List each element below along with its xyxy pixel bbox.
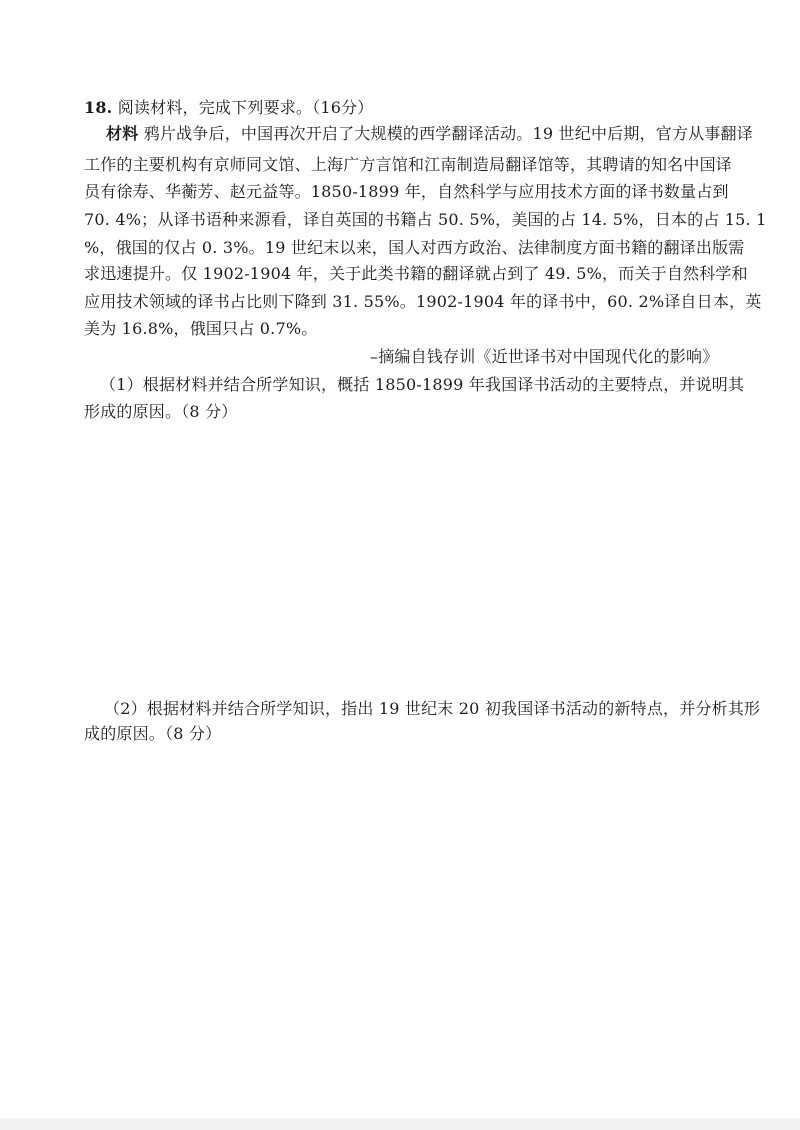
- material-line-6: 求迅速提升。仅 1902-1904 年，关于此类书籍的翻译就占到了 49. 5%，而关于自然科学和: [84, 264, 748, 283]
- part-1-line-2: 形成的原因。（8 分）: [84, 402, 238, 421]
- material-line-8: 美为 16.8%，俄国只占 0.7%。: [84, 319, 318, 338]
- part-2-line-2: 成的原因。（8 分）: [84, 724, 222, 743]
- material-line-4: 70. 4%；从译书语种来源看，译自英国的书籍占 50. 5%，美国的占 14. 5%，日本的占 15. 1: [84, 210, 767, 229]
- scan-bottom-edge: [0, 1118, 800, 1130]
- material-line-5: %，俄国的仅占 0. 3%。19 世纪末以来，国人对西方政治、法律制度方面书籍的翻译出版需: [84, 238, 745, 257]
- part-2-line-1: （2）根据材料并结合所学知识，指出 19 世纪末 20 初我国译书活动的新特点，并分析其形: [104, 699, 761, 718]
- question-number: 18.: [84, 98, 113, 117]
- question-header: [84, 96, 374, 120]
- question-instruction: 阅读材料，完成下列要求。（16分）: [117, 98, 374, 117]
- material-line-7: 应用技术领域的译书占比则下降到 31. 55%。1902-1904 年的译书中，60. 2%译自日本，英: [84, 292, 762, 311]
- material-text-1: 鸦片战争后，中国再次开启了大规模的西学翻译活动。19 世纪中后期，官方从事翻译: [143, 124, 753, 143]
- material-label: 材料: [106, 124, 139, 143]
- material-line-3: 员有徐寿、华蘅芳、赵元益等。1850-1899 年，自然科学与应用技术方面的译书数量占到: [84, 182, 729, 201]
- material-line-1: [106, 122, 753, 146]
- material-line-2: 工作的主要机构有京师同文馆、上海广方言馆和江南制造局翻译馆等，其聘请的知名中国译: [84, 155, 733, 174]
- material-source: –摘编自钱存训《近世译书对中国现代化的影响》: [370, 347, 719, 366]
- part-1-line-1: （1）根据材料并结合所学知识，概括 1850-1899 年我国译书活动的主要特点，并说明其: [100, 375, 745, 394]
